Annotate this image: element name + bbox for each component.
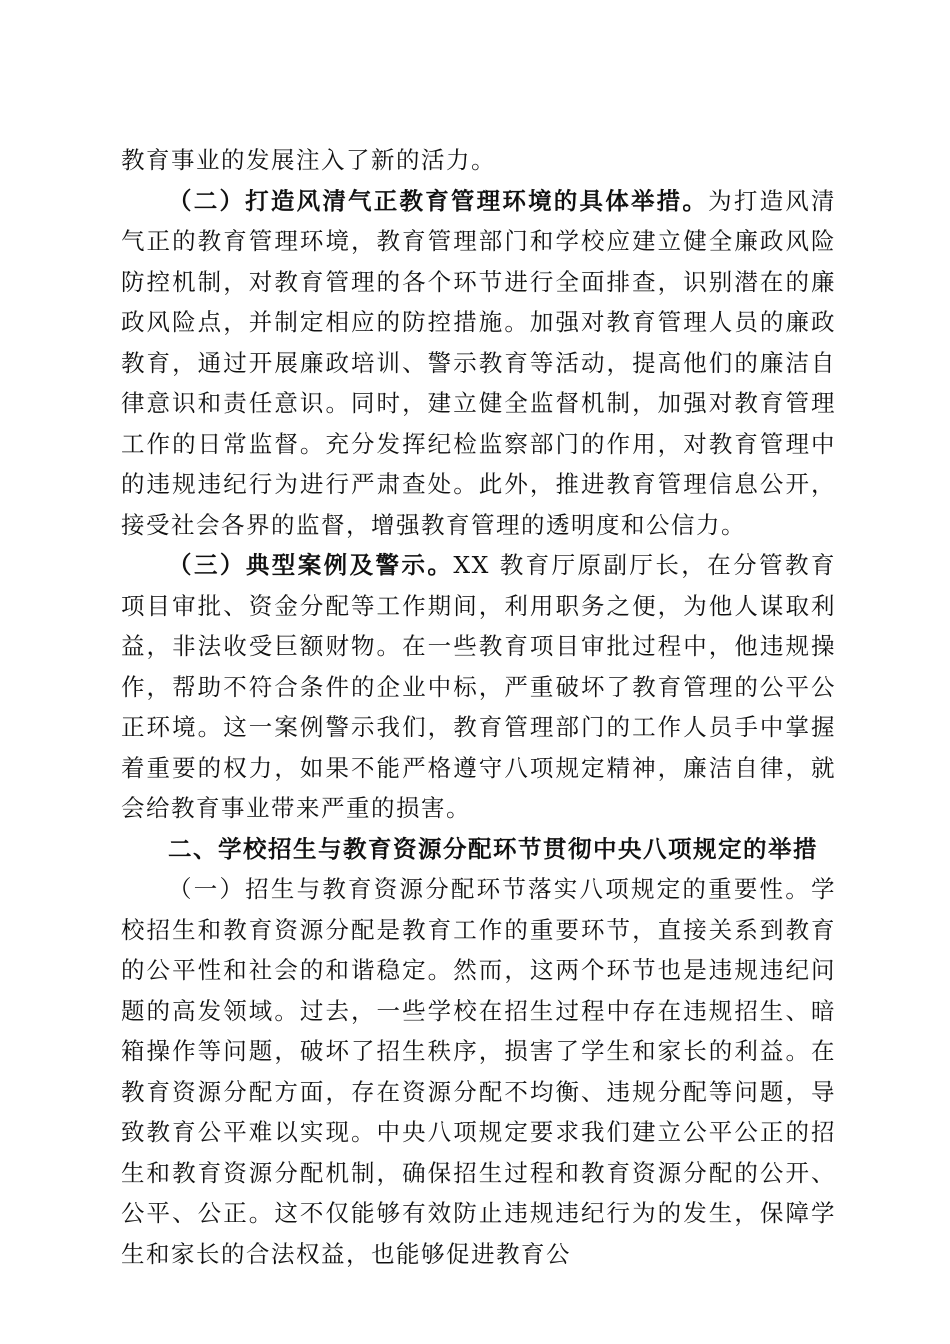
paragraph-text: XX 教育厅原副厅长，在分管教育项目审批、资金分配等工作期间，利用职务之便，为他人谋取利益，非法收受巨额财物。在一些教育项目审批过程中，他违规操作，帮助不符合条件的企业中标，严重破坏了教育管理的公平公正环境。这一案例警示我们，教育管理部门的工作人员手中掌握着重要的权力，如果不能严格遵守八项规定精神，廉洁自律，就会给教育事业带来严重的损害。	[121, 551, 836, 822]
document-body	[121, 140, 836, 1274]
subsection-heading: （三）典型案例及警示。	[168, 551, 454, 579]
paragraph-text: 教育事业的发展注入了新的活力。	[121, 146, 496, 174]
paragraph-section-2-1	[121, 869, 836, 1274]
paragraph-text: 为打造风清气正的教育管理环境，教育管理部门和学校应建立健全廉政风险防控机制，对教育管理的各个环节进行全面排查，识别潜在的廉政风险点，并制定相应的防控措施。加强对教育管理人员的廉政教育，通过开展廉政培训、警示教育等活动，提高他们的廉洁自律意识和责任意识。同时，建立健全监督机制，加强对教育管理工作的日常监督。充分发挥纪检监察部门的作用，对教育管理中的违规违纪行为进行严肃查处。此外，推进教育管理信息公开，接受社会各界的监督，增强教育管理的透明度和公信力。	[121, 186, 837, 539]
paragraph-continuation	[121, 140, 836, 181]
paragraph-subsection-3	[121, 545, 836, 829]
subsection-heading: （二）打造风清气正教育管理环境的具体举措。	[168, 186, 709, 215]
paragraph-subsection-2	[121, 181, 836, 546]
paragraph-text: （一）招生与教育资源分配环节落实八项规定的重要性。学校招生和教育资源分配是教育工作的重要环节，直接关系到教育的公平性和社会的和谐稳定。然而，这两个环节也是违规违纪问题的高发领域。过去，一些学校在招生过程中存在违规招生、暗箱操作等问题，破坏了招生秩序，损害了学生和家长的利益。在教育资源分配方面，存在资源分配不均衡、违规分配等问题，导致教育公平难以实现。中央八项规定要求我们建立公平公正的招生和教育资源分配机制，确保招生过程和教育资源分配的公开、公平、公正。这不仅能够有效防止违规违纪行为的发生，保障学生和家长的合法权益，也能够促进教育公	[121, 875, 836, 1268]
section-heading: 二、学校招生与教育资源分配环节贯彻中央八项规定的举措	[168, 834, 818, 863]
